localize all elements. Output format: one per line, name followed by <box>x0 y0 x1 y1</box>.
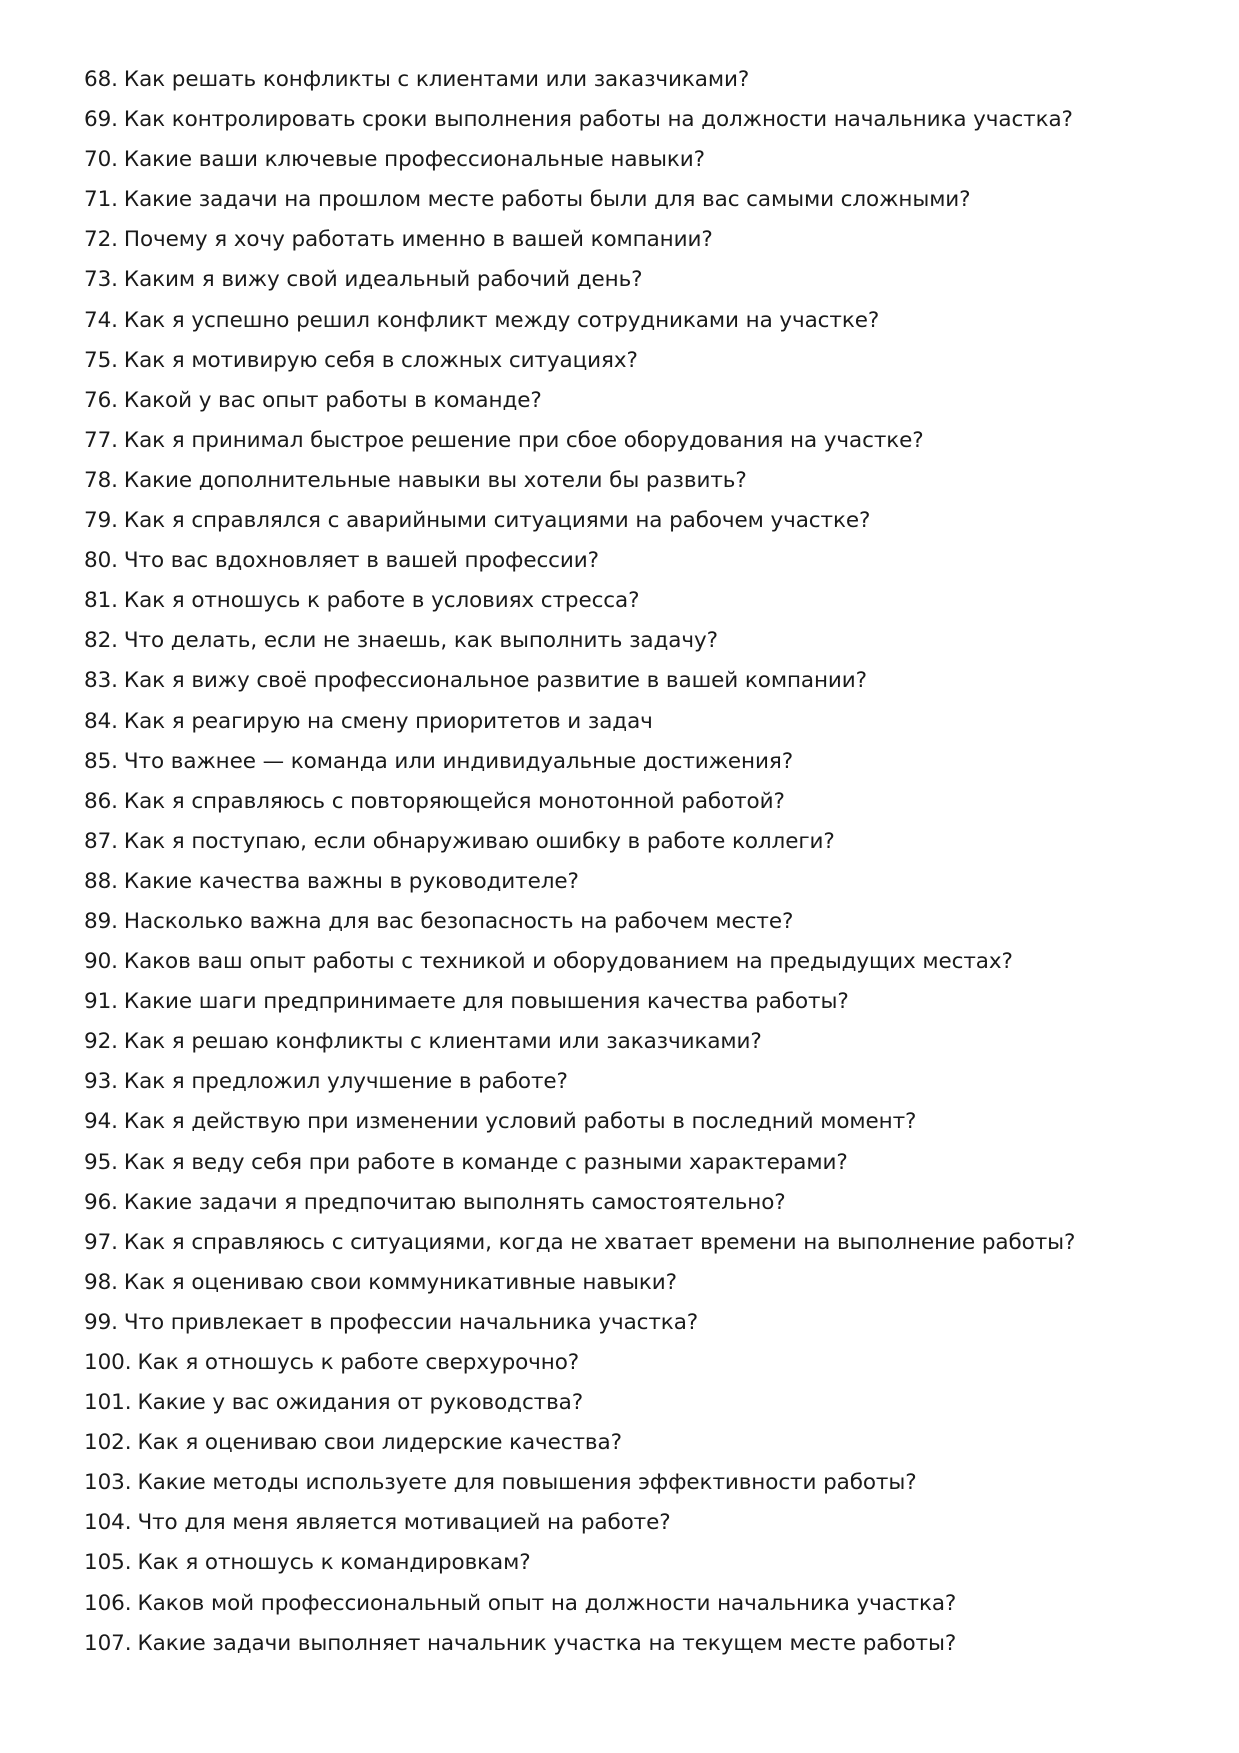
question-number: 79. <box>84 508 118 534</box>
list-item <box>84 100 1184 140</box>
list-item <box>84 1503 1184 1543</box>
question-text: Что для меня является мотивацией на работе? <box>137 1510 671 1536</box>
question-number: 90. <box>84 949 118 975</box>
question-text: Как я отношусь к работе сверхурочно? <box>137 1350 580 1375</box>
question-text: Какой у вас опыт работы в команде? <box>123 387 542 413</box>
question-number: 73. <box>84 267 118 293</box>
list-item <box>84 1584 1184 1624</box>
question-number: 87. <box>84 828 118 854</box>
list-item <box>84 581 1184 621</box>
question-text: Какие ваши ключевые профессиональные навыки? <box>123 147 705 173</box>
question-number: 74. <box>84 307 118 333</box>
question-text: Как я поступаю, если обнаруживаю ошибку в работе коллеги? <box>123 828 835 854</box>
question-text: Как я справляюсь с ситуациями, когда не хватает времени на выполнение работы? <box>123 1229 1076 1255</box>
list-item <box>84 180 1184 220</box>
question-number: 103. <box>84 1470 132 1496</box>
question-text: Как я предложил улучшение в работе? <box>123 1069 568 1095</box>
question-number: 85. <box>84 748 118 774</box>
question-number: 84. <box>84 708 118 734</box>
list-item <box>84 742 1184 782</box>
list-item <box>84 661 1184 701</box>
question-text: Как решать конфликты с клиентами или заказчиками? <box>123 67 750 92</box>
list-item <box>84 621 1184 661</box>
question-number: 69. <box>84 107 118 133</box>
question-number: 96. <box>84 1189 118 1215</box>
list-item <box>84 60 1184 100</box>
question-text: Как я справляюсь с повторяющейся монотонной работой? <box>123 788 785 814</box>
list-item <box>84 461 1184 501</box>
question-text: Как я отношусь к работе в условиях стресса? <box>123 588 640 614</box>
list-item <box>84 822 1184 862</box>
question-text: Какие у вас ожидания от руководства? <box>137 1390 584 1416</box>
question-number: 86. <box>84 788 118 814</box>
list-item <box>84 1022 1184 1062</box>
list-item <box>84 1624 1184 1664</box>
question-number: 76. <box>84 387 118 413</box>
question-text: Каков мой профессиональный опыт на должности начальника участка? <box>137 1590 957 1616</box>
list-item <box>84 1303 1184 1343</box>
question-number: 92. <box>84 1029 118 1055</box>
question-text: Как я вижу своё профессиональное развитие в вашей компании? <box>123 668 867 694</box>
question-text: Как я действую при изменении условий работы в последний момент? <box>123 1109 917 1135</box>
list-item <box>84 1183 1184 1223</box>
question-text: Насколько важна для вас безопасность на рабочем месте? <box>123 908 794 934</box>
question-text: Как я реагирую на смену приоритетов и задач <box>123 708 653 734</box>
list-item <box>84 260 1184 300</box>
question-text: Как я справлялся с аварийными ситуациями на рабочем участке? <box>123 508 871 534</box>
list-item <box>84 1062 1184 1102</box>
question-text: Что вас вдохновляет в вашей профессии? <box>123 548 599 574</box>
list-item <box>84 1102 1184 1142</box>
question-text: Как я успешно решил конфликт между сотрудниками на участке? <box>123 307 880 333</box>
question-number: 93. <box>84 1069 118 1095</box>
list-item <box>84 1543 1184 1583</box>
question-number: 99. <box>84 1309 118 1335</box>
question-number: 71. <box>84 187 118 213</box>
question-number: 81. <box>84 588 118 614</box>
question-number: 72. <box>84 227 118 253</box>
question-number: 82. <box>84 628 118 654</box>
question-number: 105. <box>84 1550 132 1576</box>
question-text: Что привлекает в профессии начальника участка? <box>123 1309 699 1335</box>
list-item <box>84 782 1184 822</box>
question-number: 80. <box>84 548 118 574</box>
question-number: 102. <box>84 1430 132 1456</box>
question-text: Как я принимал быстрое решение при сбое оборудования на участке? <box>123 427 924 453</box>
question-text: Как я мотивирую себя в сложных ситуациях? <box>123 347 638 373</box>
list-item <box>84 1383 1184 1423</box>
question-number: 98. <box>84 1269 118 1295</box>
list-item <box>84 942 1184 982</box>
question-text: Каков ваш опыт работы с техникой и оборудованием на предыдущих местах? <box>123 949 1013 975</box>
list-item <box>84 1343 1184 1383</box>
question-number: 95. <box>84 1149 118 1175</box>
list-item <box>84 421 1184 461</box>
list-item <box>84 902 1184 942</box>
list-item <box>84 702 1184 742</box>
question-number: 107. <box>84 1630 132 1656</box>
question-text: Что важнее — команда или индивидуальные достижения? <box>123 748 794 774</box>
question-number: 91. <box>84 989 118 1015</box>
question-number: 97. <box>84 1229 118 1255</box>
question-number: 68. <box>84 67 118 92</box>
list-item <box>84 541 1184 581</box>
question-number: 78. <box>84 467 118 493</box>
question-text: Почему я хочу работать именно в вашей компании? <box>123 227 713 253</box>
question-text: Как я веду себя при работе в команде с разными характерами? <box>123 1149 848 1175</box>
question-text: Какие задачи выполняет начальник участка на текущем месте работы? <box>137 1630 957 1656</box>
question-text: Какие шаги предпринимаете для повышения качества работы? <box>123 989 849 1015</box>
list-item <box>84 1423 1184 1463</box>
list-item <box>84 501 1184 541</box>
question-text: Какие задачи на прошлом месте работы были для вас самыми сложными? <box>123 187 971 213</box>
question-number: 100. <box>84 1350 132 1375</box>
question-text: Что делать, если не знаешь, как выполнить задачу? <box>123 628 718 654</box>
list-item <box>84 982 1184 1022</box>
list-item <box>84 1463 1184 1503</box>
list-item <box>84 301 1184 341</box>
list-item <box>84 1263 1184 1303</box>
question-text: Как я оцениваю свои коммуникативные навыки? <box>123 1269 677 1295</box>
question-text: Какие методы используете для повышения эффективности работы? <box>137 1470 917 1496</box>
question-number: 70. <box>84 147 118 173</box>
question-number: 75. <box>84 347 118 373</box>
question-list <box>84 60 1184 1664</box>
question-text: Какие задачи я предпочитаю выполнять самостоятельно? <box>123 1189 786 1215</box>
question-text: Какие дополнительные навыки вы хотели бы развить? <box>123 467 747 493</box>
question-number: 104. <box>84 1510 132 1536</box>
question-number: 106. <box>84 1590 132 1616</box>
list-item <box>84 381 1184 421</box>
question-number: 83. <box>84 668 118 694</box>
question-text: Каким я вижу свой идеальный рабочий день? <box>123 267 643 293</box>
question-number: 77. <box>84 427 118 453</box>
list-item <box>84 1223 1184 1263</box>
question-number: 101. <box>84 1390 132 1416</box>
question-text: Как я решаю конфликты с клиентами или заказчиками? <box>123 1029 762 1055</box>
question-number: 88. <box>84 868 118 894</box>
list-item <box>84 341 1184 381</box>
question-text: Как я оцениваю свои лидерские качества? <box>137 1430 622 1456</box>
question-number: 89. <box>84 908 118 934</box>
list-item <box>84 140 1184 180</box>
list-item <box>84 862 1184 902</box>
list-item <box>84 220 1184 260</box>
list-item <box>84 1143 1184 1183</box>
question-number: 94. <box>84 1109 118 1135</box>
question-text: Какие качества важны в руководителе? <box>123 868 579 894</box>
question-text: Как я отношусь к командировкам? <box>137 1550 531 1576</box>
question-text: Как контролировать сроки выполнения работы на должности начальника участка? <box>123 107 1073 133</box>
